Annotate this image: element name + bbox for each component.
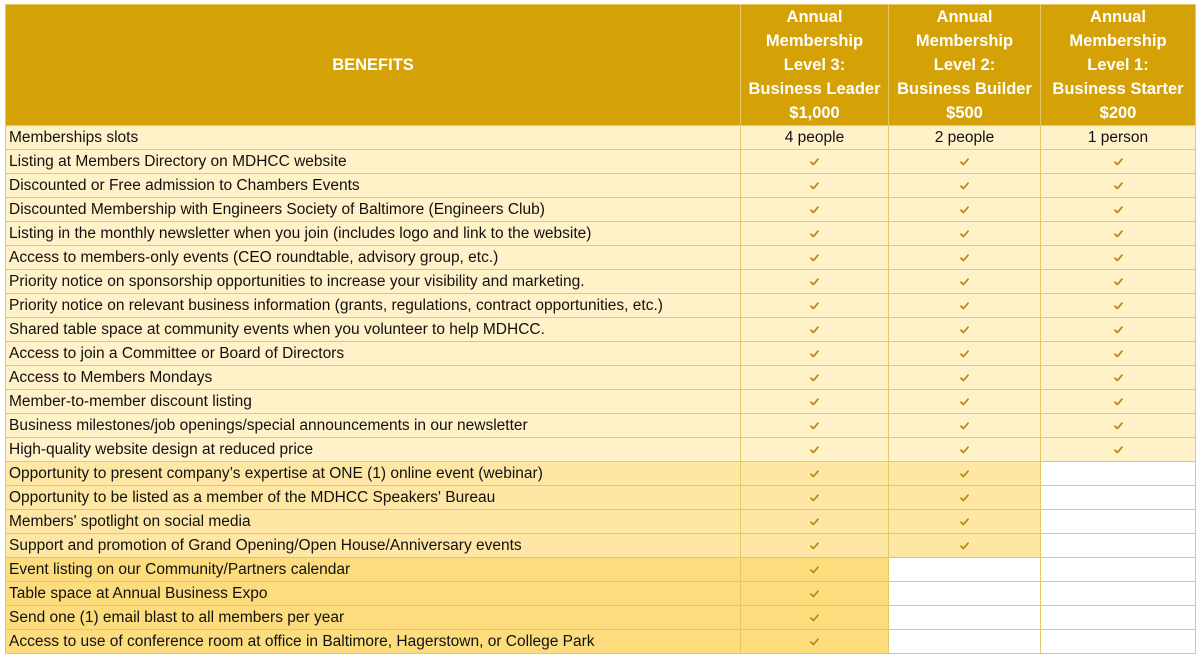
check-icon [1114, 350, 1123, 358]
included-cell [741, 414, 889, 438]
included-cell [889, 510, 1041, 534]
empty-cell [1041, 630, 1196, 654]
table-row [6, 414, 1196, 438]
check-icon [1114, 158, 1123, 166]
benefit-label: Event listing on our Community/Partners calendar [6, 558, 741, 582]
benefit-label: Access to use of conference room at office in Baltimore, Hagerstown, or College Park [6, 630, 741, 654]
check-icon [1114, 206, 1123, 214]
check-icon [960, 542, 969, 550]
check-icon [1114, 374, 1123, 382]
check-icon [810, 374, 819, 382]
included-cell [741, 630, 889, 654]
level-2-line: Business Builder [897, 80, 1032, 98]
benefit-rows [6, 126, 1196, 654]
included-cell [889, 462, 1041, 486]
table-row [6, 462, 1196, 486]
included-cell [741, 246, 889, 270]
benefit-label: Send one (1) email blast to all members per year [6, 606, 741, 630]
included-cell [741, 318, 889, 342]
included-cell [889, 174, 1041, 198]
included-cell [741, 606, 889, 630]
included-cell [889, 198, 1041, 222]
included-cell [741, 486, 889, 510]
check-icon [1114, 398, 1123, 406]
level-2-line: Annual [936, 8, 993, 26]
check-icon [960, 518, 969, 526]
slots-value: 4 people [741, 126, 889, 150]
included-cell [741, 270, 889, 294]
check-icon [810, 590, 819, 598]
level-3-price: $1,000 [789, 104, 840, 122]
check-icon [960, 278, 969, 286]
included-cell [889, 486, 1041, 510]
level-2-line: Level 2: [933, 56, 996, 74]
included-cell [1041, 294, 1196, 318]
check-icon [810, 638, 819, 646]
benefits-table [5, 4, 1196, 654]
check-icon [1114, 422, 1123, 430]
table-row [6, 342, 1196, 366]
check-icon [960, 494, 969, 502]
table-row [6, 558, 1196, 582]
included-cell [741, 510, 889, 534]
level-3-line: Level 3: [783, 56, 846, 74]
check-icon [810, 182, 819, 190]
benefit-label: High-quality website design at reduced price [6, 438, 741, 462]
included-cell [889, 246, 1041, 270]
included-cell [741, 150, 889, 174]
empty-cell [1041, 462, 1196, 486]
benefit-label: Memberships slots [6, 126, 741, 150]
level-1-line: Membership [1069, 32, 1167, 50]
slots-value: 2 people [889, 126, 1041, 150]
slots-value: 1 person [1041, 126, 1196, 150]
empty-cell [1041, 486, 1196, 510]
empty-cell [889, 582, 1041, 606]
level-3-line: Annual [786, 8, 843, 26]
empty-cell [1041, 606, 1196, 630]
check-icon [960, 422, 969, 430]
check-icon [1114, 254, 1123, 262]
table-row [6, 438, 1196, 462]
included-cell [741, 366, 889, 390]
benefit-label: Table space at Annual Business Expo [6, 582, 741, 606]
included-cell [889, 438, 1041, 462]
table-row [6, 390, 1196, 414]
check-icon [810, 206, 819, 214]
level-2-price: $500 [946, 104, 983, 122]
benefit-label: Members' spotlight on social media [6, 510, 741, 534]
included-cell [1041, 318, 1196, 342]
included-cell [1041, 150, 1196, 174]
included-cell [889, 270, 1041, 294]
empty-cell [1041, 558, 1196, 582]
included-cell [741, 222, 889, 246]
check-icon [1114, 302, 1123, 310]
table-row [6, 510, 1196, 534]
included-cell [741, 534, 889, 558]
benefit-label: Shared table space at community events when you volunteer to help MDHCC. [6, 318, 741, 342]
table-row [6, 174, 1196, 198]
included-cell [1041, 366, 1196, 390]
benefit-label: Priority notice on sponsorship opportunities to increase your visibility and marketing. [6, 270, 741, 294]
check-icon [960, 158, 969, 166]
benefit-label: Access to Members Mondays [6, 366, 741, 390]
included-cell [741, 342, 889, 366]
table-row [6, 222, 1196, 246]
table-row [6, 486, 1196, 510]
empty-cell [1041, 582, 1196, 606]
check-icon [810, 302, 819, 310]
check-icon [960, 182, 969, 190]
check-icon [1114, 326, 1123, 334]
check-icon [810, 158, 819, 166]
check-icon [960, 470, 969, 478]
check-icon [810, 254, 819, 262]
check-icon [810, 398, 819, 406]
table-row [6, 366, 1196, 390]
included-cell [1041, 438, 1196, 462]
level-1-line: Business Starter [1052, 80, 1184, 98]
check-icon [810, 518, 819, 526]
included-cell [741, 198, 889, 222]
included-cell [1041, 246, 1196, 270]
included-cell [1041, 414, 1196, 438]
included-cell [1041, 390, 1196, 414]
benefit-label: Opportunity to present company’s expertise at ONE (1) online event (webinar) [6, 462, 741, 486]
check-icon [960, 254, 969, 262]
check-icon [960, 398, 969, 406]
level-1-line: Annual [1090, 8, 1146, 26]
included-cell [741, 438, 889, 462]
check-icon [1114, 278, 1123, 286]
included-cell [889, 318, 1041, 342]
check-icon [810, 278, 819, 286]
included-cell [741, 390, 889, 414]
included-cell [889, 390, 1041, 414]
included-cell [741, 558, 889, 582]
benefit-label: Discounted Membership with Engineers Society of Baltimore (Engineers Club) [6, 198, 741, 222]
table-row [6, 630, 1196, 654]
included-cell [741, 294, 889, 318]
table-row [6, 318, 1196, 342]
check-icon [1114, 230, 1123, 238]
check-icon [960, 374, 969, 382]
table-row [6, 198, 1196, 222]
level-3-header [741, 5, 889, 126]
header-row [6, 5, 1196, 126]
check-icon [960, 230, 969, 238]
check-icon [1114, 446, 1123, 454]
table-row [6, 294, 1196, 318]
level-1-line: Level 1: [1087, 56, 1149, 74]
benefit-label: Access to members-only events (CEO roundtable, advisory group, etc.) [6, 246, 741, 270]
benefit-label: Listing at Members Directory on MDHCC website [6, 150, 741, 174]
included-cell [889, 366, 1041, 390]
check-icon [810, 614, 819, 622]
table-row [6, 126, 1196, 150]
check-icon [960, 206, 969, 214]
included-cell [889, 222, 1041, 246]
included-cell [889, 150, 1041, 174]
benefits-header: BENEFITS [6, 5, 741, 126]
benefit-label: Priority notice on relevant business information (grants, regulations, contract opportunities, etc.) [6, 294, 741, 318]
included-cell [889, 414, 1041, 438]
check-icon [810, 566, 819, 574]
benefit-label: Access to join a Committee or Board of Directors [6, 342, 741, 366]
check-icon [960, 326, 969, 334]
included-cell [1041, 222, 1196, 246]
level-2-header [889, 5, 1041, 126]
check-icon [1114, 182, 1123, 190]
level-3-line: Membership [765, 32, 864, 50]
included-cell [1041, 174, 1196, 198]
check-icon [810, 326, 819, 334]
level-1-header [1041, 5, 1196, 126]
check-icon [810, 350, 819, 358]
table-row [6, 534, 1196, 558]
check-icon [810, 422, 819, 430]
table-row [6, 582, 1196, 606]
benefit-label: Member-to-member discount listing [6, 390, 741, 414]
empty-cell [889, 606, 1041, 630]
benefit-label: Support and promotion of Grand Opening/Open House/Anniversary events [6, 534, 741, 558]
table-row [6, 270, 1196, 294]
table-row [6, 246, 1196, 270]
level-1-price: $200 [1099, 104, 1137, 122]
benefit-label: Business milestones/job openings/special announcements in our newsletter [6, 414, 741, 438]
check-icon [810, 446, 819, 454]
benefit-label: Listing in the monthly newsletter when you join (includes logo and link to the website) [6, 222, 741, 246]
included-cell [1041, 198, 1196, 222]
check-icon [810, 470, 819, 478]
empty-cell [889, 630, 1041, 654]
included-cell [741, 582, 889, 606]
empty-cell [889, 558, 1041, 582]
included-cell [889, 534, 1041, 558]
table-row [6, 150, 1196, 174]
check-icon [810, 230, 819, 238]
check-icon [960, 350, 969, 358]
level-2-line: Membership [915, 32, 1014, 50]
included-cell [889, 342, 1041, 366]
empty-cell [1041, 534, 1196, 558]
check-icon [960, 302, 969, 310]
empty-cell [1041, 510, 1196, 534]
check-icon [810, 494, 819, 502]
benefit-label: Opportunity to be listed as a member of the MDHCC Speakers' Bureau [6, 486, 741, 510]
check-icon [810, 542, 819, 550]
check-icon [960, 446, 969, 454]
included-cell [741, 174, 889, 198]
level-3-line: Business Leader [748, 80, 881, 98]
table-row [6, 606, 1196, 630]
benefit-label: Discounted or Free admission to Chambers Events [6, 174, 741, 198]
included-cell [741, 462, 889, 486]
included-cell [1041, 270, 1196, 294]
included-cell [889, 294, 1041, 318]
included-cell [1041, 342, 1196, 366]
